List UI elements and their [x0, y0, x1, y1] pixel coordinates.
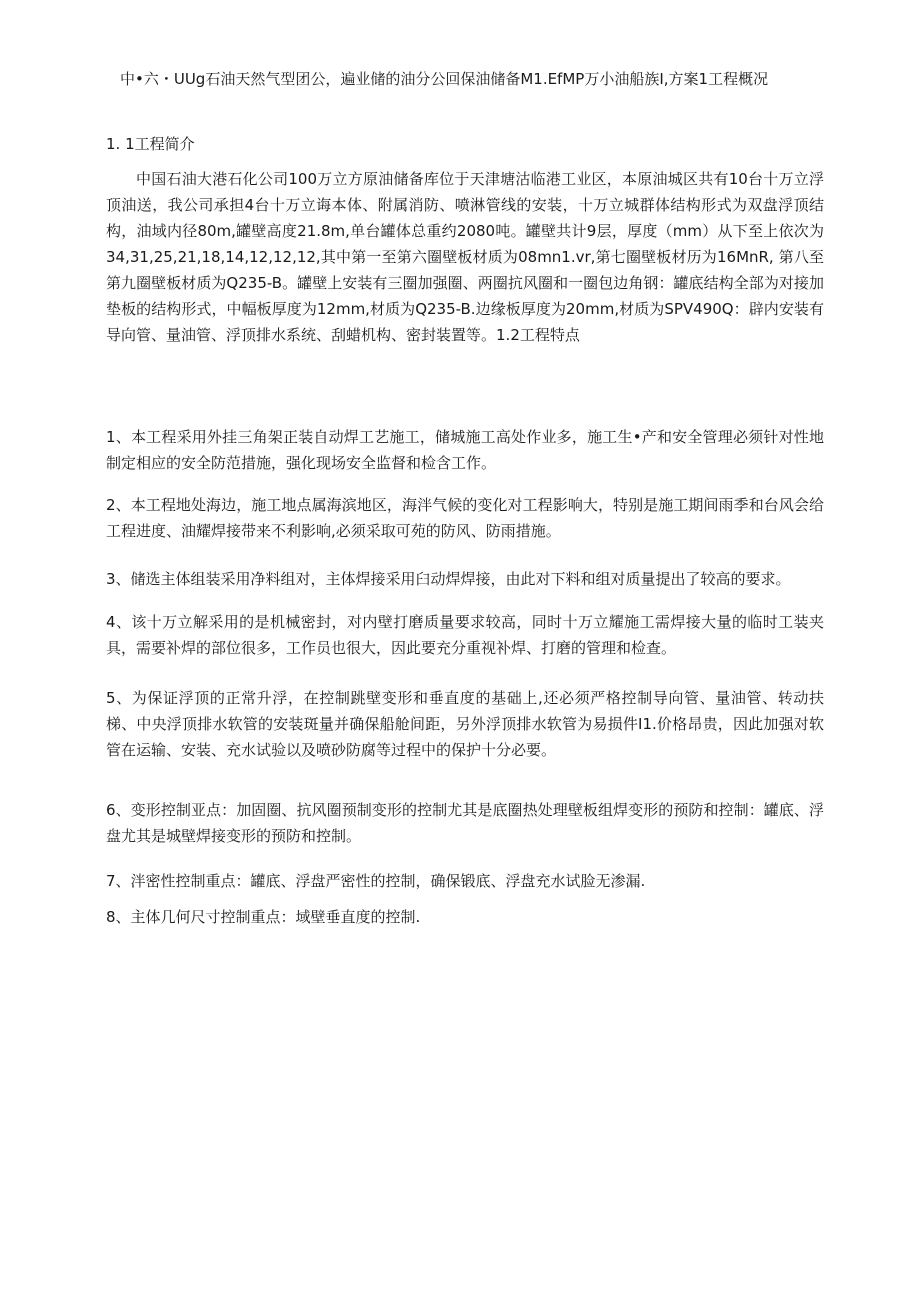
- feature-paragraph-1: 1、本工程采用外挂三角架正装自动焊工艺施工，储城施工高处作业多，施工生•产和安全管理必须针对性地制定相应的安全防范措施，强化现场安全监督和检含工作。: [106, 428, 824, 472]
- section-heading-project-intro: 1. 1工程简介: [106, 135, 195, 153]
- intro-paragraph: 中国石油大港石化公司100万立方原油储备库位于天津塘沽临港工业区，本原油城区共有10台十万立浮顶油送，我公司承担4台十万立诲本体、附属消防、喷淋管线的安装，十万立城群体结构形式为双盘浮顶结构，油域内径80m,罐壁高度21.8m,单台罐体总重约2080吨。罐壁共计9层，厚度（mm）从下至上依次为34,31,25,21,18,14,12,12,12,其中第一至第六圈壁板材质为08mn1.vr,第七圈壁板材历为16MnR, 第八至第九圈壁板材质为Q235-B。罐壁上安装有三圈加强圈、两圈抗风圈和一圈包边角钢：罐底结构全部为对接加垫板的结构形式，中幅板厚度为12mm,材质为Q235-B.边缘板厚度为20mm,材质为SPV490Q：辟内安装有导向管、量油管、浮顶排水系统、刮蜡机构、密封装置等。1.2工程特点: [106, 170, 824, 344]
- feature-paragraph-4: 4、该十万立解采用的是机械密封，对内壁打磨质量要求较高，同时十万立耀施工需焊接大量的临时工装夹具，需要补焊的部位很多，工作员也很大，因此要充分重视补焊、打磨的管理和检查。: [106, 613, 824, 657]
- feature-paragraph-5: 5、为保证浮顶的正常升浮，在控制跳壁变形和垂直度的基础上,还必须严格控制导向管、量油管、转动扶梯、中央浮顶排水软管的安装斑量并确保船舱间距，另外浮顶排水软管为易损件I1.价格昂贵，因此加强对软管在运输、安装、充水试验以及喷砂防腐等过程中的保护十分必要。: [106, 689, 824, 759]
- feature-paragraph-7: 7、泮密性控制重点：罐底、浮盘严密性的控制，确保锻底、浮盘充水试脸无渗漏.: [106, 872, 646, 890]
- document-title: 中•六・UUg石油天然气型团公，遍业储的油分公回保油储备M1.EfMP万小油船族I,方案1工程概况: [120, 70, 769, 88]
- feature-paragraph-8: 8、主体几何尺寸控制重点：域壁垂直度的控制.: [106, 908, 421, 926]
- feature-paragraph-2: 2、本工程地处海边，施工地点属海滨地区，海泮气候的变化对工程影响大，特别是施工期间雨季和台风会给工程进度、油耀焊接带来不利影响,必须采取可苑的防风、防雨措施。: [106, 496, 824, 540]
- feature-paragraph-3: 3、储选主体组装采用净料组对，主体焊接采用臼动焊焊接，由此对下料和组对质量提出了较高的要求。: [106, 570, 791, 588]
- feature-paragraph-6: 6、变形控制亚点：加固圈、抗风圈预制变形的控制尤其是底圈热处理壁板组焊变形的预防和控制：罐底、浮盘尤其是城壁焊接变形的预防和控制。: [106, 801, 824, 845]
